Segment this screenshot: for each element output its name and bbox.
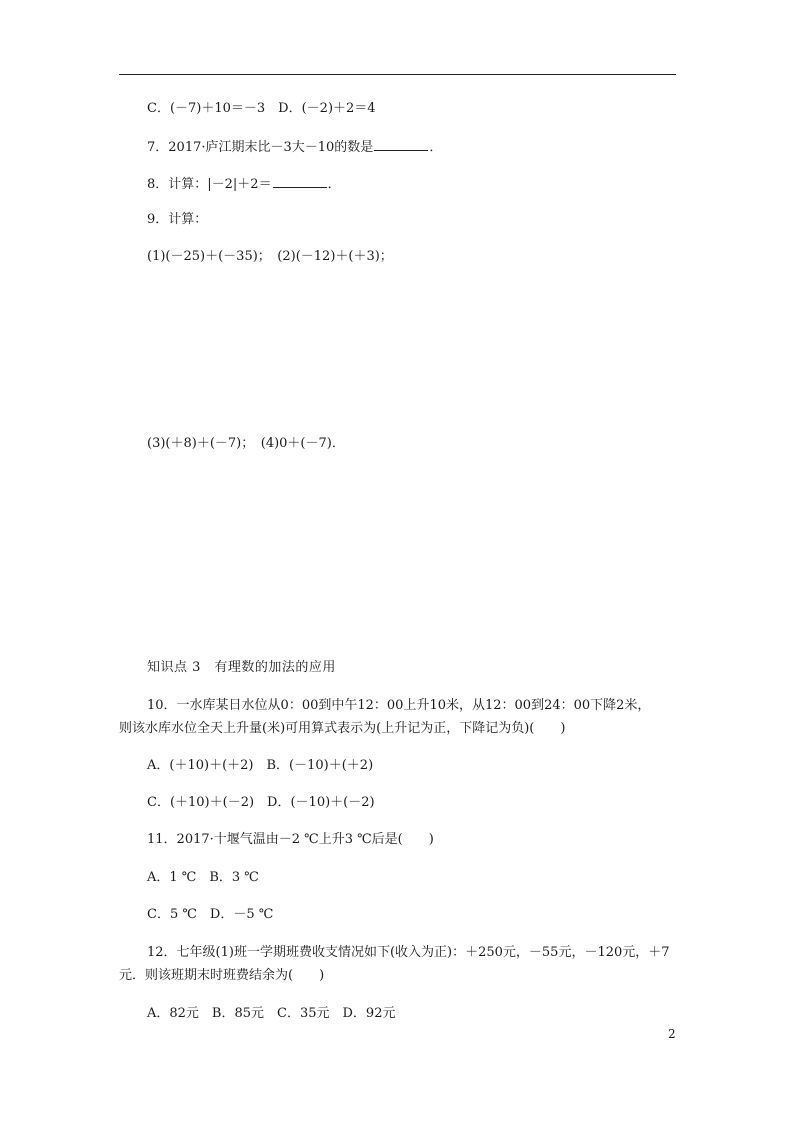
question-9-row-2: (3)(＋8)＋(－7)； (4)0＋(－7)． [147,436,345,451]
question-9: 9．计算： [147,212,208,227]
question-8-end: ． [327,177,341,192]
question-8 [147,175,341,193]
question-10-options-cd: C．(＋10)＋(－2) D．(－10)＋(－2) [147,795,375,810]
question-10-text: 则该水库水位全天上升量(米)可用算式表示为(上升记为正，下降记为负)( [119,721,535,736]
q6-options-cd: C．(－7)＋10＝－3 D．(－2)＋2＝4 [147,101,376,116]
question-9-row-1: (1)(－25)＋(－35)； (2)(－12)＋(＋3)； [147,249,393,264]
question-11-close-paren: ) [428,832,434,847]
question-12-close-paren: ) [319,968,325,983]
page-number: 2 [668,1027,676,1041]
section-title: 知识点 3 有理数的加法的应用 [147,660,336,675]
question-11-options-ab: A．1 ℃ B．3 ℃ [147,870,259,885]
question-10-line-1: 10．一水库某日水位从0：00到中午12：00上升10米，从12：00到24：00下降2米， [147,698,651,713]
question-10-close-paren: ) [560,721,566,736]
question-12-line-1: 12．七年级(1)班一学期班费收支情况如下(收入为正)：＋250元，－55元，－120元，＋7 [147,945,670,960]
answer-blank-7[interactable] [374,138,428,151]
question-12-options: A．82元 B．85元 C．35元 D．92元 [147,1006,396,1021]
answer-blank-8[interactable] [273,175,327,188]
header-rule [119,74,676,75]
question-7-text: 7．2017·庐江期末比－3大－10的数是 [147,140,374,155]
question-11-options-cd: C．5 ℃ D．－5 ℃ [147,907,274,922]
question-7 [147,138,442,156]
question-11 [147,832,434,848]
question-11-text: 11．2017·十堰气温由－2 ℃上升3 ℃后是( [147,832,403,847]
question-12-line-2 [119,968,324,984]
question-7-end: ． [429,140,443,155]
question-10-options-ab: A．(＋10)＋(＋2) B．(－10)＋(＋2) [147,758,374,773]
question-8-text: 8．计算：|－2|＋2＝ [147,177,272,192]
question-12-text: 元．则该班期末时班费结余为( [119,968,294,983]
question-10-line-2 [119,721,565,737]
